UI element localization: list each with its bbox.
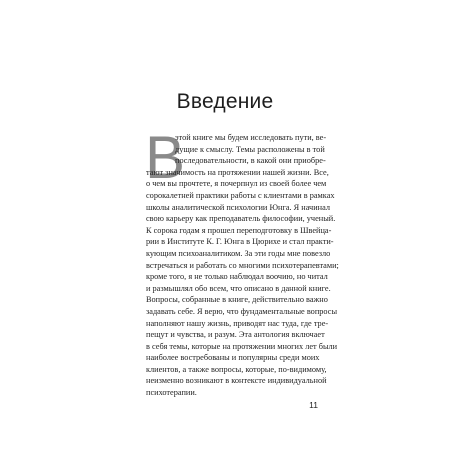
text-line: неизменно возникают в контексте индивидуальной: [146, 376, 327, 386]
text-line: задавать себе. Я верю, что фундаментальные вопросы: [146, 306, 338, 316]
body-paragraph: [146, 132, 339, 399]
text-line: Вопросы, собранные в книге, действительно важно: [146, 295, 328, 305]
text-line: в себя темы, которые на протяжении многих лет были: [146, 341, 338, 351]
text-line: встречаться и работать со многими психотерапевтами;: [146, 260, 339, 270]
text-line: и размышлял обо всем, что описано в данной книге.: [146, 283, 331, 293]
text-line: наполняют нашу жизнь, приводят нас туда, где тре-: [146, 318, 329, 328]
text-line: рии в Институте К. Г. Юнга в Цюрихе и стал практи-: [146, 237, 334, 247]
text-line: последовательности, в какой они приобре-: [175, 156, 326, 166]
chapter-title: Введение: [176, 90, 274, 113]
text-line: кующим психоаналитиком. За эти годы мне повезло: [146, 248, 331, 258]
text-line: К сорока годам я прошел переподготовку в Швейца-: [146, 225, 332, 235]
text-line: школы аналитической психологии Юнга. Я начинал: [146, 202, 330, 212]
text-line: свою карьеру как преподаватель философии, ученый.: [146, 214, 336, 224]
text-line: тают значимость на протяжении нашей жизни. Все,: [146, 167, 329, 177]
text-line: пещут и чувства, и разум. Эта антология включает: [146, 330, 325, 340]
text-line: кроме того, я не только наблюдал воочию, но читал: [146, 272, 328, 282]
drop-cap: В: [145, 124, 186, 191]
text-line: клиентов, а также вопросы, которые, по-видимому,: [146, 364, 327, 374]
text-line: дущие к смыслу. Темы расположены в той: [175, 144, 325, 154]
text-line: этой книге мы будем исследовать пути, ве-: [175, 133, 327, 142]
text-line: психотерапии.: [146, 388, 197, 398]
text-line: наиболее востребованы и популярны среди моих: [146, 353, 320, 363]
page-number: 11: [309, 400, 318, 410]
text-line: о чем вы прочтете, я почерпнул из своей более чем: [146, 179, 327, 189]
text-line: сорокалетней практики работы с клиентами в рамках: [146, 190, 335, 200]
